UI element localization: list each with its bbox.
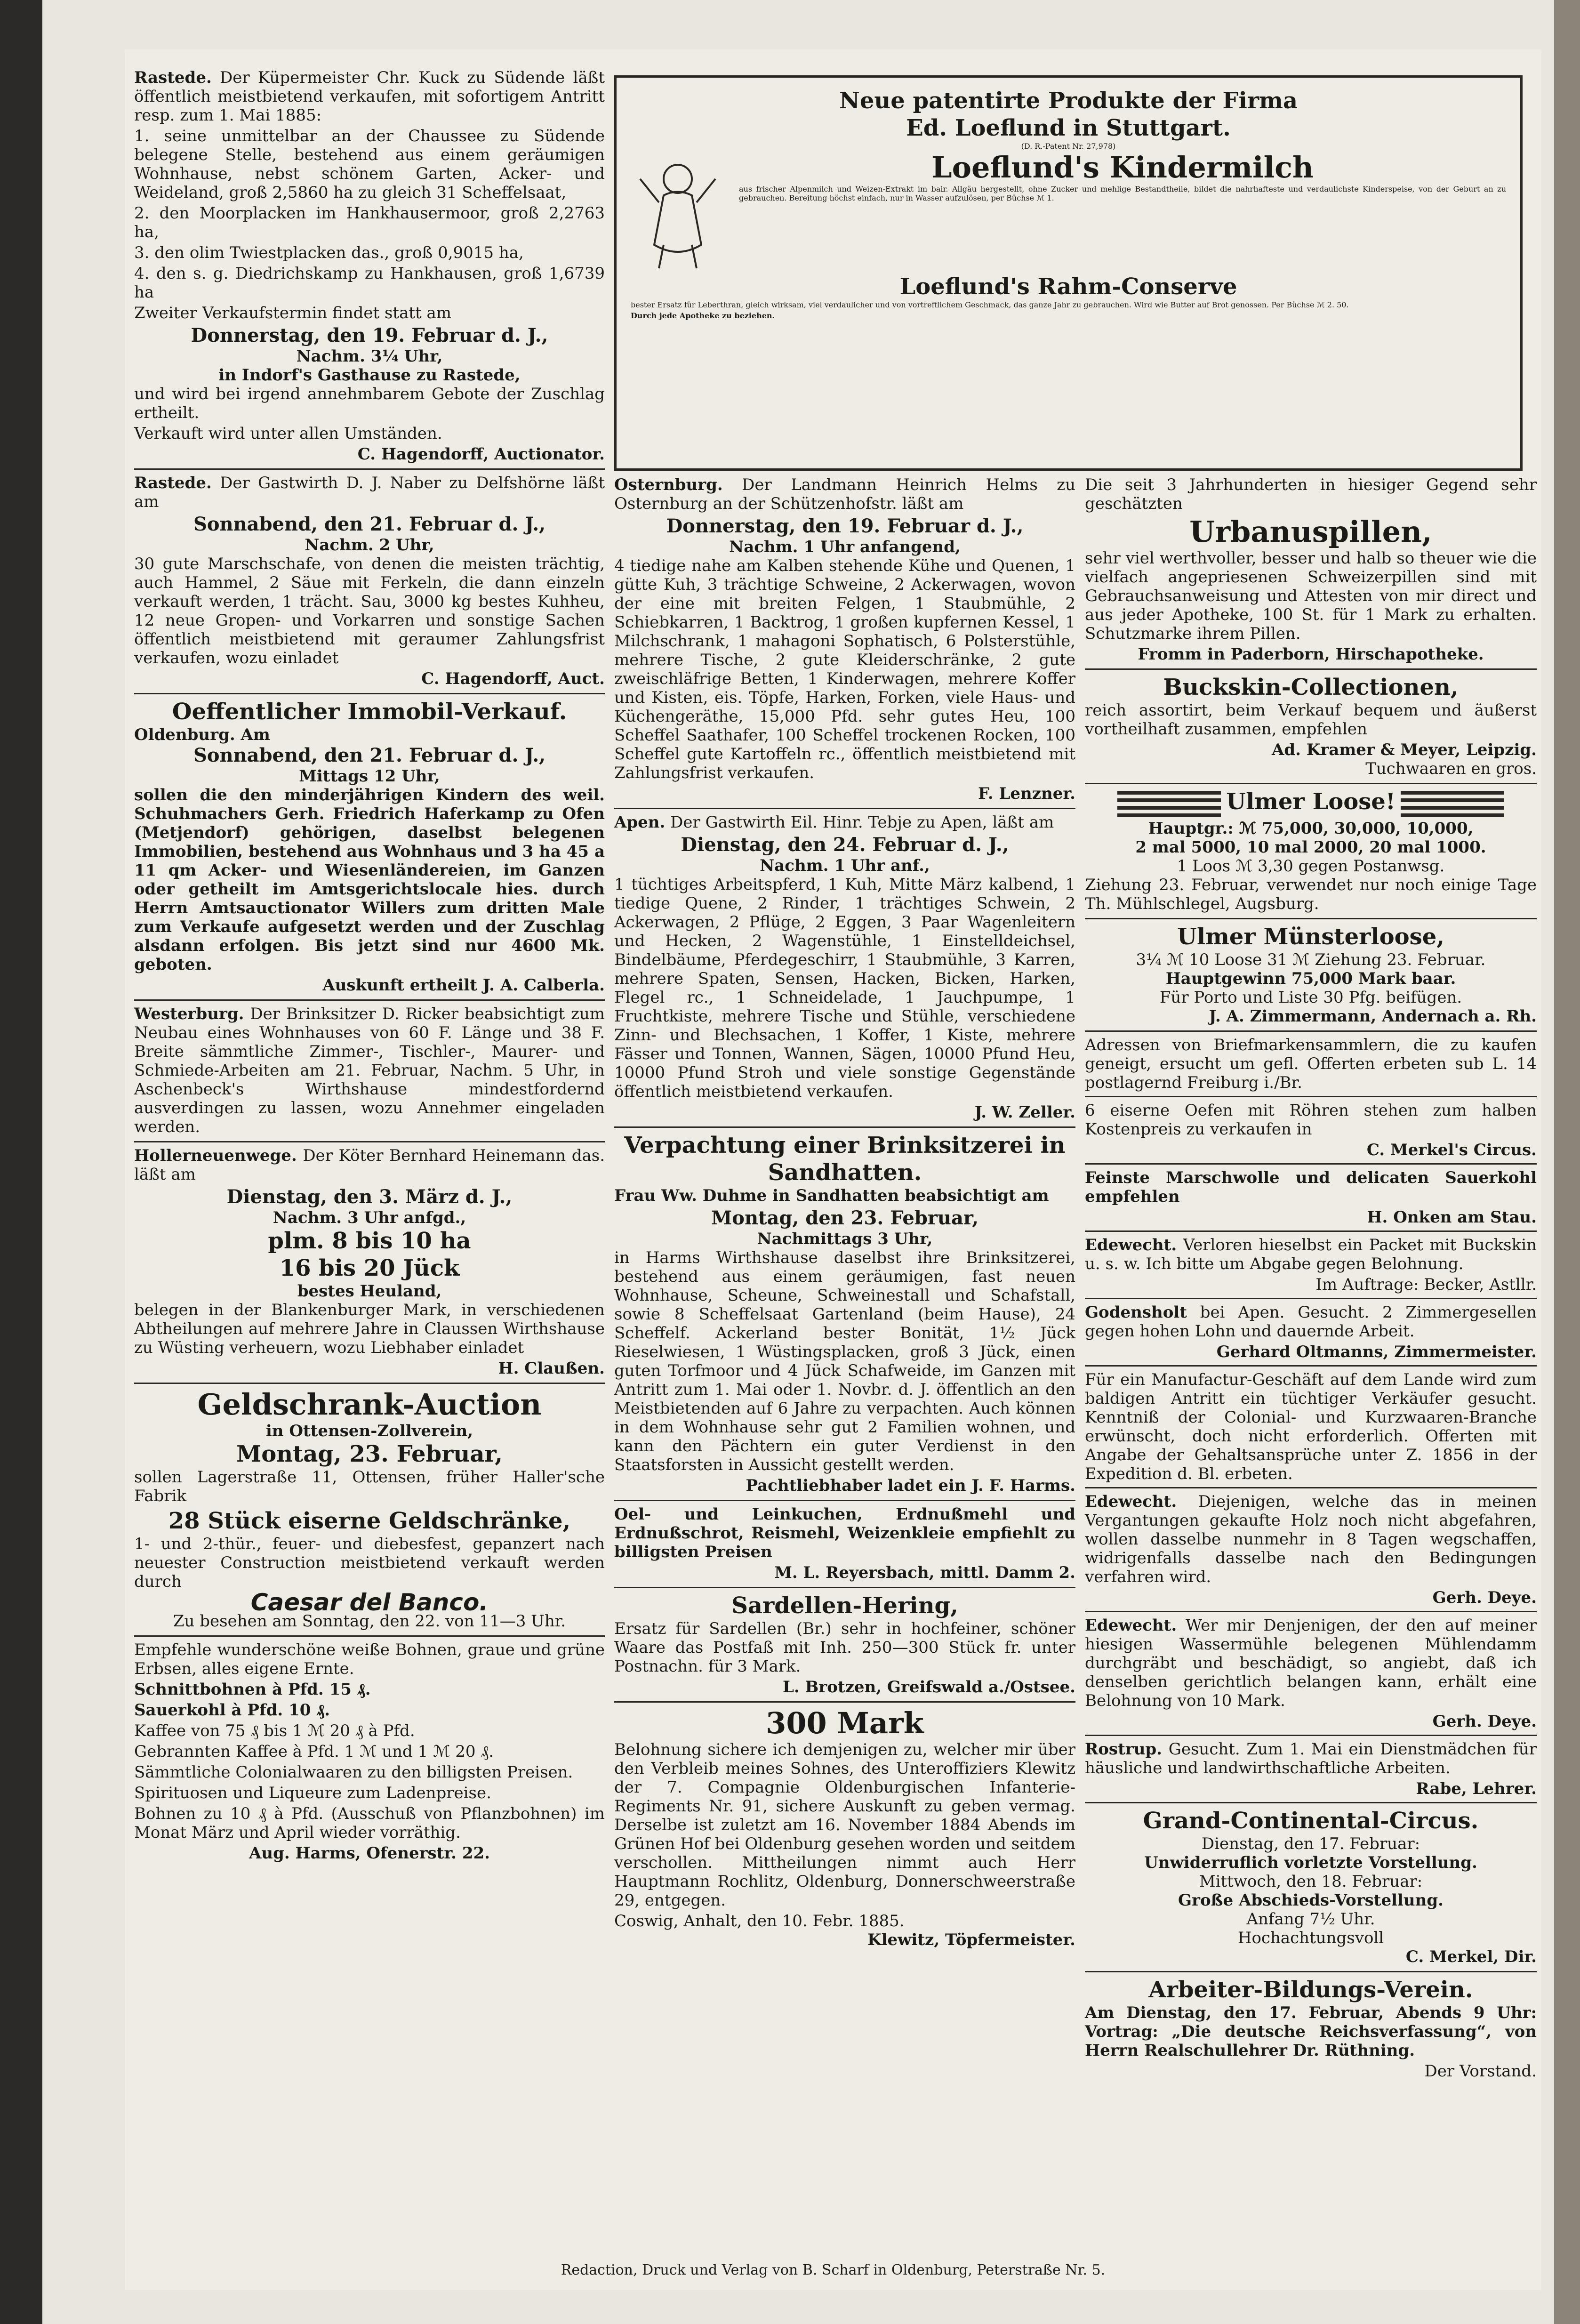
- ad-hollerneuenwege: [134, 1146, 605, 1378]
- column-2: [614, 475, 1075, 1954]
- ad-signature: C. Merkel's Circus.: [1366, 1141, 1537, 1159]
- ad-body: bester Ersatz für Leberthran, gleich wirksam, viel verdaulicher und von vortrefflichem Geschmack, das ganze Jahr zu gebrauchen. Wird wie Butter auf Brot genossen. Per Büchse ℳ 2. 50.: [631, 300, 1349, 309]
- list-item: Sauerkohl à Pfd. 10 ₰.: [134, 1701, 330, 1720]
- ad-place: Oldenburg. Am: [134, 725, 270, 744]
- list-item: Gebrannten Kaffee à Pfd. 1 ℳ und 1 ℳ 20 ₰.: [134, 1742, 494, 1761]
- ad-time: Nachm. 3 Uhr anfgd.,: [273, 1208, 466, 1227]
- ad-line: Ziehung 23. Februar, verwendet nur noch einige Tage Th. Mühlschlegel, Augsburg.: [1085, 876, 1537, 913]
- ad-body: 1 tüchtiges Arbeitspferd, 1 Kuh, Mitte März kalbend, 1 tiedige Quene, 2 Rinder, 1 trächtiges Schwein, 2 Ackerwagen, 2 Pflüge, 2 Eggen, 3 Paar Wagenleitern und Hecken, 2 Wagenstühle, 1 Einstelldeichsel, Bindelbäume, Pferdegeschirr, 1 Staubmühle, 3 Karren, mehrere Spaten, Sensen, Hacken, Bicken, Harken, Flegel rc., 1 Schneidelade, 1 Jauchpumpe, 1 Fruchtkiste, mehrere Tische und Stühle, verschiedene Zinn- und Blechsachen, 1 Koffer, 1 Kiste, mehrere Fässer und Tonnen, Wannen, Sägen, 10000 Pfund Heu, 10000 Pfund Stroh und viele sonstige Gegenstände öffentlich meistbietend verkaufen.: [614, 875, 1075, 1101]
- divider: [134, 468, 605, 470]
- ad-westerburg: [134, 1005, 605, 1136]
- ad-osternburg: [614, 475, 1075, 803]
- ad-signature: Gerh. Deye.: [1432, 1588, 1537, 1607]
- ad-line: Dienstag, den 17. Februar:: [1201, 1834, 1420, 1853]
- ad-body: sehr viel werthvoller, besser und halb so theuer wie die vielfach angepriesenen Schweizerpillen sind mit Gebrauchsanweisung und Attesten von mir direct und aus jeder Apotheke, 100 St. für 1 Mark zu erhalten. Schutzmarke ihrem Pillen.: [1085, 549, 1537, 643]
- divider: [1085, 1030, 1537, 1032]
- ad-date: Montag, 23. Februar,: [236, 1441, 503, 1467]
- ad-product-name: Loeflund's Rahm-Conserve: [899, 273, 1237, 300]
- ad-head: Westerburg.: [134, 1005, 244, 1023]
- ad-signature: H. Onken am Stau.: [1367, 1208, 1537, 1227]
- list-item: Sämmtliche Colonialwaaren zu den billigsten Preisen.: [134, 1763, 573, 1782]
- ad-text: Der Gastwirth D. J. Naber zu Delfshörne läßt am: [134, 474, 605, 511]
- ad-note: Zu besehen am Sonntag, den 22. von 11—3 Uhr.: [173, 1612, 566, 1631]
- ad-time: Mittags 12 Uhr,: [299, 767, 440, 786]
- ad-signature: H. Claußen.: [498, 1359, 605, 1378]
- decorative-bar-icon: [1401, 791, 1504, 819]
- cherub-illustration-icon: [631, 151, 725, 273]
- ad-date: Sonnabend, den 21. Februar d. J.,: [193, 513, 546, 535]
- ad-line: Für Porto und Liste 30 Pfg. beifügen.: [1159, 988, 1462, 1007]
- ad-head: Edewecht.: [1085, 1492, 1177, 1511]
- ad-signature: M. L. Reyersbach, mittl. Damm 2.: [774, 1563, 1075, 1582]
- ad-signature: C. Hagendorff, Auct.: [421, 669, 605, 688]
- ad-date: Donnerstag, den 19. Februar d. J.,: [191, 324, 548, 346]
- ad-body: belegen in der Blankenburger Mark, in verschiedenen Abtheilungen auf mehrere Jahre in Claussen Wirthshause zu Wüsting verheuern, wozu Liebhaber einladet: [134, 1301, 605, 1357]
- ad-patent: (D. R.-Patent Nr. 27,978): [1021, 142, 1116, 151]
- divider: [1085, 1163, 1537, 1165]
- column-1: [134, 68, 605, 1867]
- ad-head: Hollerneuenwege.: [134, 1146, 297, 1165]
- ad-signature: Rabe, Lehrer.: [1416, 1779, 1537, 1798]
- ad-place: in Indorf's Gasthause zu Rastede,: [218, 366, 521, 385]
- ad-signature: C. Hagendorff, Auctionator.: [357, 445, 605, 464]
- ad-head: Rastede.: [134, 474, 212, 492]
- ad-title: Oeffentlicher Immobil-Verkauf.: [172, 699, 567, 725]
- ad-line: 1 Loos ℳ 3,30 gegen Postanwsg.: [1177, 857, 1445, 876]
- ad-body: aus frischer Alpenmilch und Weizen-Extrakt im bair. Allgäu hergestellt, ohne Zucker und mehlige Bestandtheile, bildet die nahrhafteste und verdaulichste Kinderspeise, von der Geburt an zu gebrauchen. Bereitung höchst einfach, nur in Wasser aufzulösen, per Büchse ℳ 1.: [739, 185, 1506, 202]
- ad-geldschrank-auction: [134, 1388, 605, 1631]
- ad-sardellen-hering: [614, 1592, 1075, 1697]
- ad-date: Montag, den 23. Februar,: [711, 1207, 978, 1229]
- divider: [134, 1635, 605, 1637]
- ad-body: Ersatz für Sardellen (Br.) sehr in hochfeiner, schöner Waare das Postfaß mit Inh. 250—300 Stück fr. unter Postnachn. für 3 Mark.: [614, 1619, 1075, 1676]
- ad-300-mark: [614, 1706, 1075, 1949]
- ad-body: Durch jede Apotheke zu beziehen.: [631, 311, 775, 320]
- ad-buckskin: [1085, 674, 1537, 778]
- ad-line: 3¼ ℳ 10 Loose 31 ℳ Ziehung 23. Februar.: [1136, 950, 1486, 969]
- ad-text: Der Gastwirth Eil. Hinr. Tebje zu Apen, läßt am: [670, 813, 1054, 832]
- ad-body: 1- und 2-thür., feuer- und diebesfest, gepanzert nach neuester Construction meistbietend verkauft werden durch: [134, 1535, 605, 1591]
- scan-border-left: [0, 0, 42, 2324]
- divider: [1085, 1802, 1537, 1803]
- ad-head: Osternburg.: [614, 475, 723, 494]
- ad-signature: Klewitz, Töpfermeister.: [867, 1930, 1075, 1949]
- ad-text: Oel- und Leinkuchen, Erdnußmehl und Erdnußschrot, Reismehl, Weizenkleie empfiehlt zu billigsten Preisen: [614, 1505, 1075, 1561]
- ad-signature: Ad. Kramer & Meyer, Leipzig.: [1271, 740, 1537, 759]
- ad-signature: Pachtliebhaber ladet ein J. F. Harms.: [746, 1476, 1075, 1495]
- ad-text: Der Köter Bernhard Heinemann das. läßt am: [134, 1146, 605, 1184]
- ad-line: Anfang 7½ Uhr.: [1246, 1910, 1375, 1929]
- ad-time: Nachm. 1 Uhr anfangend,: [729, 538, 961, 556]
- ad-place: Coswig, Anhalt, den 10. Febr. 1885.: [614, 1912, 905, 1930]
- ad-body: bei Apen. Gesucht. 2 Zimmergesellen gegen hohen Lohn und dauernde Arbeit.: [1085, 1303, 1537, 1341]
- ad-product-name: Loeflund's Kindermilch: [931, 150, 1314, 185]
- divider: [134, 1141, 605, 1142]
- ad-text: Frau Ww. Duhme in Sandhatten beabsichtigt am: [614, 1186, 1049, 1205]
- scan-border-right: [1554, 0, 1580, 2324]
- ad-briefmarken: Adressen von Briefmarkensammlern, die zu kaufen geneigt, ersucht um gefl. Offerten erbeten sub L. 14 postlagernd Freiburg i./Br.: [1085, 1036, 1537, 1092]
- ad-signature: Fromm in Paderborn, Hirschapotheke.: [1138, 645, 1484, 664]
- ad-highlight: 28 Stück eiserne Geldschränke,: [168, 1508, 571, 1534]
- ad-line: Unwiderruflich vorletzte Vorstellung.: [1144, 1853, 1477, 1872]
- list-item: 3. den olim Twiestplacken das., groß 0,9015 ha,: [134, 243, 524, 262]
- ad-signature: Aug. Harms, Ofenerstr. 22.: [249, 1844, 490, 1863]
- ad-rastede-naber: [134, 474, 605, 688]
- ad-body: 4 tiedige nahe am Kalben stehende Kühe und Quenen, 1 gütte Kuh, 3 trächtige Schweine, 2 Ackerwagen, wovon der eine mit breiten Felgen, 1 Staubmühle, 2 Schiebkarren, 1 Backtrog, 1 großen kupfernen Kessel, 1 Milchschrank, 1 mahagoni Sophatisch, 6 Polsterstühle, mehrere Tische, 2 gute Kleiderschränke, 2 gute zweischläfrige Betten, 1 Kinderwagen, mehrere Koffer und Kisten, eis. Töpfe, Harken, Forken, viele Haus- und Küchengeräthe, 15,000 Pfd. sehr gutes Heu, 100 Scheffel Saathafer, 100 Scheffel trockenen Rocken, 100 Scheffel gute Kartoffeln rc., öffentlich meistbietend mit Zahlungsfrist verkaufen.: [614, 556, 1075, 782]
- ad-line: Hauptgewinn 75,000 Mark baar.: [1165, 969, 1456, 988]
- list-item: Kaffee von 75 ₰ bis 1 ℳ 20 ₰ à Pfd.: [134, 1721, 415, 1740]
- ad-title: Geldschrank-Auction: [197, 1387, 542, 1422]
- ad-head: Rastede.: [134, 68, 212, 87]
- ad-time: Nachmittags 3 Uhr,: [757, 1230, 933, 1248]
- newspaper-page: [125, 49, 1541, 2290]
- ad-signature: F. Lenzner.: [978, 784, 1075, 803]
- ad-subline: Tuchwaaren en gros.: [1365, 759, 1537, 778]
- ad-line: Große Abschieds-Vorstellung.: [1178, 1891, 1444, 1910]
- ad-text: Der Brinksitzer D. Ricker beabsichtigt zum Neubau eines Wohnhauses von 60 F. Länge und 38 F. Breite sämmtliche Zimmer-, Tischler-, Maurer- und Schmiede-Arbeiten am 21. Februar, Nachm. 5 Uhr, in Aschenbeck's Wirthshause mindestfordernd ausverdingen zu lassen, wozu Annehmer eingeladen werden.: [134, 1005, 605, 1136]
- ad-text: Zweiter Verkaufstermin findet statt am: [134, 304, 451, 322]
- list-item: 2. den Moorplacken im Hankhausermoor, groß 2,2763 ha,: [134, 204, 605, 241]
- ad-muensterloose: [1085, 923, 1537, 1026]
- divider: [134, 693, 605, 694]
- divider: [1085, 918, 1537, 919]
- list-item: Empfehle wunderschöne weiße Bohnen, graue und grüne Erbsen, alles eigene Ernte.: [134, 1640, 605, 1678]
- ad-head: Edewecht.: [1085, 1236, 1177, 1254]
- ad-loeflund-framed: [614, 75, 1523, 471]
- divider: [1085, 1365, 1537, 1367]
- divider: [1085, 668, 1537, 670]
- ad-line: 2 mal 5000, 10 mal 2000, 20 mal 1000.: [1135, 838, 1486, 857]
- ad-signature: J. A. Zimmermann, Andernach a. Rh.: [1209, 1007, 1537, 1026]
- ad-signature: J. W. Zeller.: [974, 1103, 1075, 1122]
- ad-signature: Im Auftrage: Becker, Astllr.: [1315, 1275, 1537, 1294]
- ad-highlight: plm. 8 bis 10 ha: [268, 1228, 471, 1254]
- ad-line: Mittwoch, den 18. Februar:: [1199, 1872, 1423, 1891]
- ad-date: Sonnabend, den 21. Februar d. J.,: [193, 744, 546, 766]
- ad-body: in Harms Wirthshause daselbst ihre Brinksitzerei, bestehend aus einem geräumigen, fast neuen Wohnhause, Scheune, Schweinestall und Schafstall, sowie 8 Scheffelsaat Gartenland (beim Hause), 24 Scheffelf. Ackerland bester Bonität, 1½ Jück Rieselwiesen, 1 Wüstingsplacken, groß 3 Jück, einen guten Torfmoor und 4 Jück Schafweide, im Ganzen mit Antritt zum 1. Mai oder 1. Novbr. d. J. öffentlich an den Meistbietenden auf 6 Jahre zu verpachten. Auch können in dem Wohnhause sehr gut 2 Familien wohnen, und kann den Pächtern ein guter Verdienst in den Staatsforsten in Aussicht gestellt werden.: [614, 1248, 1075, 1474]
- divider: [1085, 1735, 1537, 1736]
- ad-title: 300 Mark: [766, 1706, 924, 1740]
- divider: [1085, 1611, 1537, 1612]
- ad-highlight: bestes Heuland,: [297, 1282, 442, 1301]
- ad-text: Die seit 3 Jahrhunderten in hiesiger Gegend sehr geschätzten: [1085, 475, 1537, 513]
- ad-body: Belohnung sichere ich demjenigen zu, welcher mir über den Verbleib meines Sohnes, des Unteroffiziers Klewitz der 7. Compagnie Oldenburgischen Infanterie-Regiments Nr. 91, sichere Auskunft zu geben vermag. Derselbe ist zuletzt am 16. November 1884 Abends im Grünen Hof bei Oldenburg gesehen worden und seitdem verschollen. Mittheilungen nimmt auch Herr Hauptmann Rochlitz, Oldenburg, Donnerschweerstraße 29, entgegen.: [614, 1740, 1075, 1910]
- ad-signature: Gerh. Deye.: [1432, 1712, 1537, 1731]
- ad-title: Urbanuspillen,: [1189, 515, 1432, 549]
- ad-rastede-kuck: [134, 68, 605, 464]
- ad-body: 30 gute Marschschafe, von denen die meisten trächtig, auch Hammel, 2 Säue mit Ferkeln, die dann einzeln verkauft werden, 1 trächt. Sau, 3000 kg bestes Kuhheu, 12 neue Gropen- und Vorkarren und sonstige Sachen öffentlich meistbietend mit geraumer Zahlungsfrist verkaufen, wozu einladet: [134, 555, 605, 667]
- ad-arbeiter-verein: [1085, 1976, 1537, 2081]
- divider: [1085, 1971, 1537, 1972]
- ad-line: Hauptgr.: ℳ 75,000, 30,000, 10,000,: [1148, 819, 1474, 838]
- divider: [1085, 1298, 1537, 1299]
- ad-time: Nachm. 2 Uhr,: [305, 536, 434, 555]
- ad-body: Diejenigen, welche das in meinen Vergantungen gekaufte Holz noch nicht abgefahren, wollen dasselbe nunmehr in 8 Tagen wegschaffen, widrigenfalls dasselbe nach den Bedingungen verfahren wird.: [1085, 1492, 1537, 1586]
- ad-title: Ulmer Loose!: [1226, 788, 1396, 815]
- ad-reyersbach: [614, 1505, 1075, 1582]
- divider: [1085, 1230, 1537, 1232]
- ad-title: Arbeiter-Bildungs-Verein.: [1148, 1977, 1473, 2003]
- ad-verpachtung: [614, 1132, 1075, 1495]
- divider: [134, 1383, 605, 1384]
- ad-title: Grand-Continental-Circus.: [1143, 1808, 1479, 1834]
- ad-marschwolle: Feinste Marschwolle und delicaten Sauerkohl empfehlen: [1085, 1168, 1537, 1206]
- ad-body: Wer mir Denjenigen, der den auf meiner hiesigen Wassermühle belegenen Mühlendamm durchgräbt und beschädigt, so angiebt, daß ich denselben gerichtlich belangen kann, erhält eine Belohnung von 10 Mark.: [1085, 1616, 1537, 1710]
- decorative-bar-icon: [1117, 791, 1221, 819]
- divider: [1085, 783, 1537, 784]
- ad-body: sollen die den minderjährigen Kindern des weil. Schuhmachers Gerh. Friedrich Haferkamp zu Ofen (Metjendorf) gehörigen, daselbst belegenen Immobilien, bestehend aus Wohnhaus und 3 ha 45 a 11 qm Acker- und Wiesenländereien, im Ganzen oder getheilt im Amtsgerichtslocale hies. durch Herrn Amtsauctionator Willers zum dritten Male zum Verkaufe aufgesetzt werden und der Zuschlag alsdann erfolgen. Bis jetzt sind nur 4600 Mk. geboten.: [134, 786, 605, 974]
- ad-text: Der Landmann Heinrich Helms zu Osternburg an der Schützenhofstr. läßt am: [614, 475, 1076, 513]
- ad-head: Godensholt: [1085, 1303, 1187, 1322]
- ad-date: Dienstag, den 3. März d. J.,: [226, 1186, 513, 1208]
- divider: [614, 1701, 1075, 1703]
- ad-immobil-verkauf: [134, 698, 605, 995]
- ad-title: Verpachtung einer Brinksitzerei in Sandhatten.: [624, 1132, 1066, 1186]
- divider: [614, 1587, 1075, 1588]
- divider: [614, 1126, 1075, 1128]
- ad-date: Dienstag, den 24. Februar d. J.,: [681, 834, 1009, 856]
- divider: [1085, 1096, 1537, 1097]
- ad-date: Donnerstag, den 19. Februar d. J.,: [666, 515, 1024, 537]
- ad-oefen: 6 eiserne Oefen mit Röhren stehen zum halben Kostenpreis zu verkaufen in: [1085, 1101, 1537, 1139]
- imprint-footer: Redaction, Druck und Verlag von B. Scharf in Oldenburg, Peterstraße Nr. 5.: [561, 2262, 1106, 2278]
- list-item: Bohnen zu 10 ₰ à Pfd. (Ausschuß von Pflanzbohnen) im Monat März und April wieder vorräthig.: [134, 1804, 605, 1842]
- ad-text: und wird bei irgend annehmbarem Gebote der Zuschlag ertheilt.: [134, 385, 605, 422]
- ad-ulmer-loose: [1085, 788, 1537, 913]
- ad-text: Der Küpermeister Chr. Kuck zu Südende läßt öffentlich meistbietend verkaufen, mit sofortigem Antritt resp. zum 1. Mai 1885:: [134, 68, 605, 125]
- ad-signature: Caesar del Banco.: [250, 1589, 489, 1616]
- ad-verkaeufer: Für ein Manufactur-Geschäft auf dem Lande wird zum baldigen Antritt ein tüchtiger Verkäufer gesucht. Kenntniß der Colonial- und Kurzwaaren-Branche erwünscht, doch nicht erforderlich. Offerten mit Angabe der Gehaltsansprüche unter Z. 1856 in der Expedition d. Bl. erbeten.: [1085, 1370, 1537, 1483]
- ad-place: in Ottensen-Zollverein,: [265, 1422, 473, 1440]
- ad-body: sollen Lagerstraße 11, Ottensen, früher Haller'sche Fabrik: [134, 1468, 605, 1505]
- ad-circus: [1085, 1807, 1537, 1966]
- ad-head: Apen.: [614, 813, 666, 832]
- ad-head: Rostrup.: [1085, 1740, 1163, 1759]
- ad-urbanuspillen: [1085, 475, 1537, 664]
- ad-body: Gesucht. Zum 1. Mai ein Dienstmädchen für häusliche und landwirthschaftliche Arbeiten.: [1085, 1740, 1537, 1777]
- divider: [614, 1500, 1075, 1501]
- ad-signature: Der Vorstand.: [1424, 2062, 1537, 2081]
- ad-time: Nachm. 1 Uhr anf.,: [760, 856, 930, 875]
- column-3: [1085, 475, 1537, 2085]
- ad-body: Verloren hieselbst ein Packet mit Buckskin u. s. w. Ich bitte um Abgabe gegen Belohnung.: [1085, 1236, 1537, 1273]
- ad-title: Buckskin-Collectionen,: [1163, 674, 1459, 700]
- divider: [1085, 1487, 1537, 1488]
- divider: [134, 999, 605, 1001]
- ad-title: Ulmer Münsterloose,: [1177, 924, 1444, 950]
- list-item: 4. den s. g. Diedrichskamp zu Hankhausen, groß 1,6739 ha: [134, 264, 605, 302]
- list-item: Schnittbohnen à Pfd. 15 ₰.: [134, 1680, 371, 1699]
- ad-signature: Auskunft ertheilt J. A. Calberla.: [322, 976, 605, 995]
- ad-body: reich assortirt, beim Verkauf bequem und äußerst vortheilhaft zusammen, empfehlen: [1085, 701, 1537, 739]
- ad-title: Neue patentirte Produkte der Firma: [839, 88, 1298, 114]
- ad-signature: L. Brotzen, Greifswald a./Ostsee.: [782, 1678, 1075, 1697]
- ad-title: Ed. Loeflund in Stuttgart.: [906, 115, 1231, 141]
- ad-signature: Gerhard Oltmanns, Zimmermeister.: [1216, 1343, 1537, 1361]
- ad-harms-colonial: [134, 1640, 605, 1863]
- divider: [614, 808, 1075, 809]
- ad-line: Hochachtungsvoll: [1237, 1929, 1384, 1947]
- ad-signature: C. Merkel, Dir.: [1405, 1947, 1537, 1966]
- ad-head: Edewecht.: [1085, 1616, 1177, 1635]
- ad-apen-tebje: [614, 813, 1075, 1122]
- list-item: 1. seine unmittelbar an der Chaussee zu Südende belegene Stelle, bestehend aus einem geräumigen Wohnhause, nebst schönem Garten, Acker- und Weideland, groß 2,5860 ha zu gleich 31 Scheffelsaat,: [134, 127, 605, 202]
- list-item: Spirituosen und Liqueure zum Ladenpreise.: [134, 1784, 491, 1802]
- ad-highlight: 16 bis 20 Jück: [279, 1255, 460, 1281]
- ad-text: Verkauft wird unter allen Umständen.: [134, 424, 442, 443]
- ad-time: Nachm. 3¼ Uhr,: [296, 347, 443, 366]
- ad-title: Sardellen-Hering,: [731, 1592, 958, 1619]
- ad-body: Am Dienstag, den 17. Februar, Abends 9 Uhr: Vortrag: „Die deutsche Reichsverfassung“, von Herrn Realschullehrer Dr. Rüthning.: [1085, 2003, 1537, 2060]
